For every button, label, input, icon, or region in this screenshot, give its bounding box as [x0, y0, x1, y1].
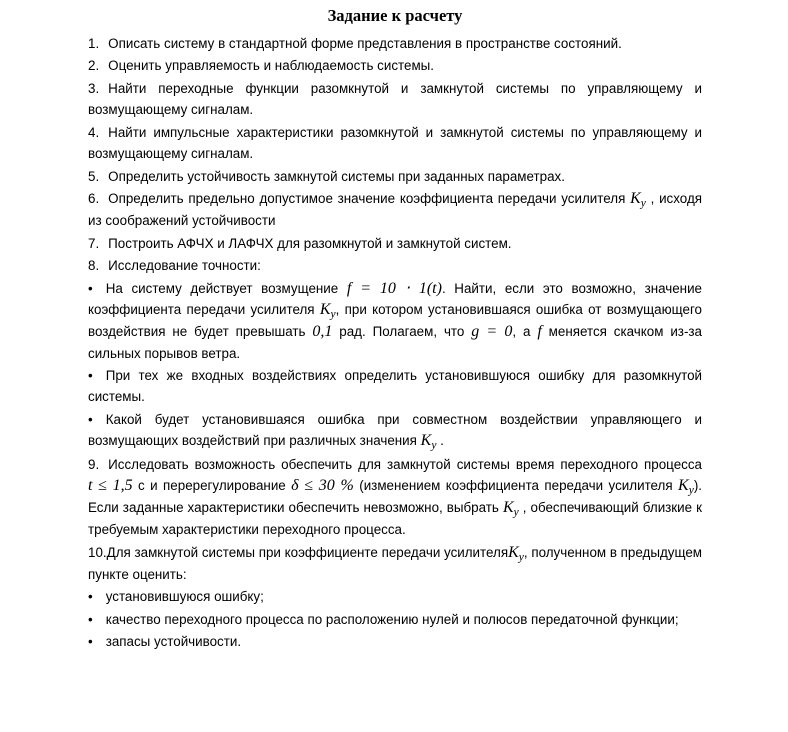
item-text [88, 457, 702, 538]
math-segment: f = 10 ⋅ 1(t) [346, 279, 442, 297]
list-item [88, 278, 702, 364]
text-segment: Найти импульсные характеристики разомкнутой и замкнутой системы по управляющему и возмущающему сигналам. [88, 124, 702, 162]
text-segment: Найти переходные функции разомкнутой и замкнутой системы по управляющему и возмущающему сигналам. [88, 80, 702, 118]
text-segment: , обеспечивающий близкие к требуемым характеристики переходного процесса. [88, 500, 702, 538]
math-segment: у [518, 551, 524, 564]
text-segment: установившуюся ошибку; [105, 589, 264, 605]
list-item [88, 166, 702, 187]
item-text [88, 81, 702, 117]
list-item [88, 33, 702, 54]
list-marker: 5. [88, 168, 100, 184]
list-marker: 4. [88, 124, 100, 140]
list-marker: • [88, 634, 93, 650]
list-item [88, 631, 702, 652]
text-segment: Какой будет установившаяся ошибка при совместном воздействии управляющего и возмущающих воздействий при различных значения [88, 411, 702, 449]
math-segment: у [688, 484, 694, 497]
text-segment: , при котором установившаяся ошибка от возмущающего воздействия не будет превышать [88, 301, 703, 340]
text-segment: . [436, 433, 444, 449]
list-marker: 1. [88, 36, 100, 51]
list-item [88, 586, 702, 607]
list-marker: 8. [88, 258, 100, 274]
text-segment: Исследование точности: [108, 258, 261, 274]
text-segment: с и перерегулирование [132, 477, 292, 493]
task-list [88, 33, 702, 653]
text-segment: , а [512, 324, 538, 340]
text-segment: Определить устойчивость замкнутой системы при заданных параметрах. [108, 168, 565, 184]
list-item [88, 409, 702, 453]
math-segment: t ≤ 1,5 [88, 476, 133, 494]
list-marker: 6. [88, 191, 100, 207]
math-segment: у [640, 197, 646, 210]
text-segment: рад. Полагаем, что [332, 324, 472, 340]
list-item [88, 78, 702, 121]
text-segment: качество переходного процесса по расположению нулей и полюсов передаточной функции; [105, 611, 679, 627]
text-segment: запасы устойчивости. [105, 634, 242, 650]
list-item [88, 122, 702, 165]
list-marker: 10. [88, 544, 107, 560]
list-item [88, 454, 702, 541]
list-item [88, 609, 702, 630]
math-segment: K [630, 190, 641, 208]
math-segment: у [513, 506, 519, 519]
list-item [88, 55, 702, 76]
math-segment: K [678, 476, 689, 494]
item-text [106, 612, 679, 627]
text-segment: Оценить управляемость и наблюдаемость системы. [108, 58, 435, 74]
item-text [106, 589, 264, 604]
math-segment: 0,1 [312, 323, 333, 341]
text-segment: Исследовать возможность обеспечить для замкнутой системы время переходного процесса [108, 456, 702, 472]
math-segment: у [431, 440, 437, 453]
list-item [88, 542, 702, 586]
text-segment: Описать систему в стандартной форме представления в пространстве состояний. [108, 36, 622, 51]
text-segment: Для замкнутой системы при коэффициенте передачи усилителя [106, 544, 509, 560]
math-segment: δ ≤ 30 % [291, 476, 354, 494]
item-text [106, 634, 241, 649]
list-marker: 3. [88, 80, 100, 96]
math-segment: K [319, 300, 331, 318]
math-segment: K [502, 499, 514, 517]
list-marker: • [88, 589, 93, 605]
text-segment: меняется скачком из-за сильных порывов ветра. [88, 324, 702, 361]
math-segment: g = 0 [471, 323, 513, 341]
text-segment: При тех же входных воздействиях определить установившуюся ошибку для разомкнутой системы. [88, 368, 702, 405]
text-segment: (изменением коэффициента передачи усилителя [353, 477, 679, 493]
item-text [108, 258, 261, 273]
text-segment: Построить АФЧХ и ЛАФЧХ для разомкнутой и замкнутой систем. [108, 235, 512, 251]
item-text [88, 411, 702, 453]
item-text [108, 58, 434, 73]
list-marker: 2. [88, 58, 100, 74]
text-segment: , исходя из соображений устойчивости [88, 191, 703, 229]
item-text [88, 191, 702, 228]
text-segment: На систему действует возмущение [105, 280, 347, 296]
text-segment: ). Если заданные характеристики обеспечить невозможно, выбрать [88, 477, 703, 516]
math-segment: у [330, 308, 336, 321]
list-item [88, 365, 702, 408]
item-text [108, 236, 511, 251]
text-segment: . Найти, если это возможно, значение коэффициента передачи усилителя [88, 280, 702, 317]
text-segment: Определить предельно допустимое значение коэффициента передачи усилителя [108, 191, 631, 207]
list-item [88, 233, 702, 254]
item-text [108, 169, 565, 184]
item-text [108, 36, 622, 51]
item-text [88, 545, 702, 582]
list-item [88, 255, 702, 276]
list-marker: • [88, 611, 93, 627]
math-segment: f [537, 323, 542, 341]
list-marker: • [88, 411, 93, 427]
item-text [88, 125, 702, 161]
item-text [88, 368, 702, 404]
text-segment: , полученном в предыдущем пункте оценить: [88, 544, 702, 582]
list-marker: • [88, 368, 93, 384]
math-segment: K [508, 543, 519, 561]
list-marker: 7. [88, 235, 100, 251]
list-item [88, 188, 702, 232]
math-segment: K [420, 432, 432, 450]
document-title: Задание к расчету [327, 6, 463, 25]
list-marker: 9. [88, 456, 100, 472]
list-marker: • [88, 280, 93, 296]
item-text [88, 281, 702, 361]
